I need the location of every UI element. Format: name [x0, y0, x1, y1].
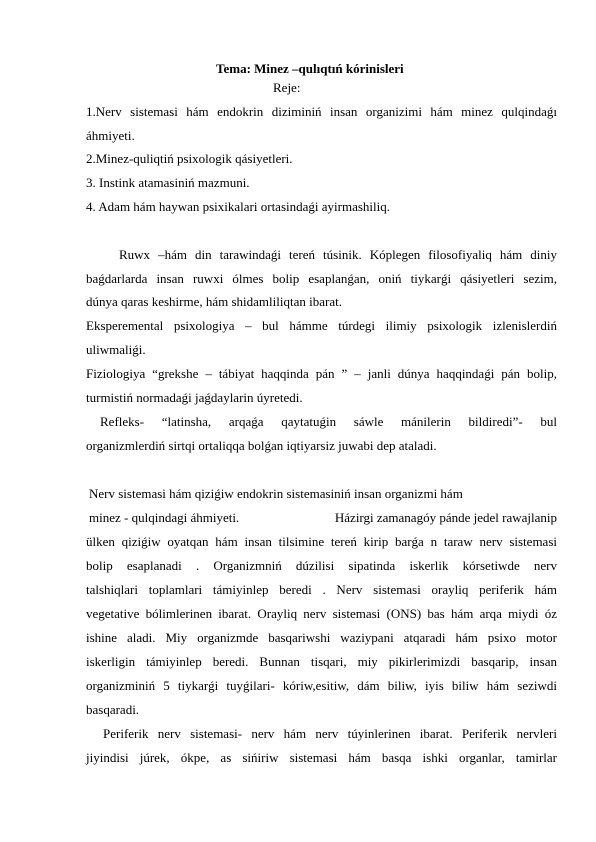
body-line: talshiqlari toplamlari támiyinlep beredi . Nerv sistemasi orayliq periferik hám — [86, 582, 557, 597]
plan-item-2: 2.Minez-quliqtiń psixologik qásiyetleri. — [86, 151, 293, 166]
plan-label: Reje: — [273, 80, 301, 95]
definition-line: Refleks- “latinsha, arqaǵa qaytatuǵin sáwle mánilerin bildiredi”- bul — [100, 414, 557, 429]
definition-line: Ruwx –hám din tarawindaǵi tereń túsinik. Kóplegen filosofiyaliq hám diniy — [119, 247, 557, 262]
body-line: Házirgi zamanagóy pánde jedel rawajlanip — [334, 510, 557, 525]
definition-line: baǵdarlarda insan ruwxi ólmes bolip esaplanǵan, oniń tiykarǵi qásiyetleri sezim, — [86, 271, 557, 286]
definition-line: uliwmaliǵi. — [86, 342, 146, 357]
definition-line: organizmlerdiń sirtqi ortaliqqa bolǵan iqtiyarsiz juwabi dep ataladi. — [86, 438, 437, 453]
definition-line: dúnya qaras keshirme, hám shidamliliqtan ibarat. — [86, 294, 342, 309]
definition-line: Eksperemental psixologiya – bul hámme túrdegi ilimiy psixologik izlenislerdiń — [86, 318, 557, 333]
body-line: organizminiń 5 tiykarǵi tuyǵilari- kóriw,esitiw, dám biliw, iyis biliw hám seziwdi — [86, 678, 557, 693]
plan-item-1-cont: áhmiyeti. — [86, 128, 135, 143]
definition-line: Fiziologiya “grekshe – tábiyat haqqinda pán ” – janli dúnya haqqindaǵi pán bolip, — [86, 366, 557, 381]
body-line: bolip esaplanadi . Organizmniń dúzilisi sipatinda iskerlik kórsetiwde nerv — [86, 558, 557, 573]
definition-line: turmistiń normadaǵi jaǵdaylarin úyretedi. — [86, 390, 303, 405]
section-heading: Nerv sistemasi hám qiziǵiw endokrin sistemasiniń insan organizmi hám — [89, 486, 463, 501]
body-line: ülken qiziǵiw oyatqan hám insan tilsimine tereń kirip barǵa n taraw nerv sistemasi — [86, 534, 557, 549]
body-line: basqaradi. — [86, 702, 140, 717]
body-line: ishine aladi. Miy organizmde basqariwshi waziypani atqaradi hám psixo motor — [86, 630, 557, 645]
body-line: iskerligin támiyinlep beredi. Bunnan tisqari, miy pikirlerimizdi basqarip, insan — [86, 654, 557, 669]
plan-item-4: 4. Adam hám haywan psixikalari ortasindaǵi ayirmashiliq. — [86, 199, 390, 214]
body-line: Periferik nerv sistemasi- nerv hám nerv túyinlerinen ibarat. Periferik nervleri — [103, 726, 557, 741]
page-title: Tema: Minez –qulıqtıń kórinisleri — [216, 61, 404, 76]
section-heading-cont: minez - qulqindagi áhmiyeti. — [89, 510, 240, 525]
body-line: vegetative bólimlerinen ibarat. Orayliq nerv sistemasi (ONS) bas hám arqa miydi óz — [86, 606, 557, 621]
plan-item-1: 1.Nerv sistemasi hám endokrin diziminiń insan organizimi hám minez qulqindaǵı — [86, 104, 557, 119]
body-line: jiyindisi júrek, ókpe, as sińiriw sistemasi hám basqa ishki organlar, tamirlar — [86, 750, 557, 765]
plan-item-3: 3. Instink atamasiniń mazmuni. — [86, 175, 250, 190]
